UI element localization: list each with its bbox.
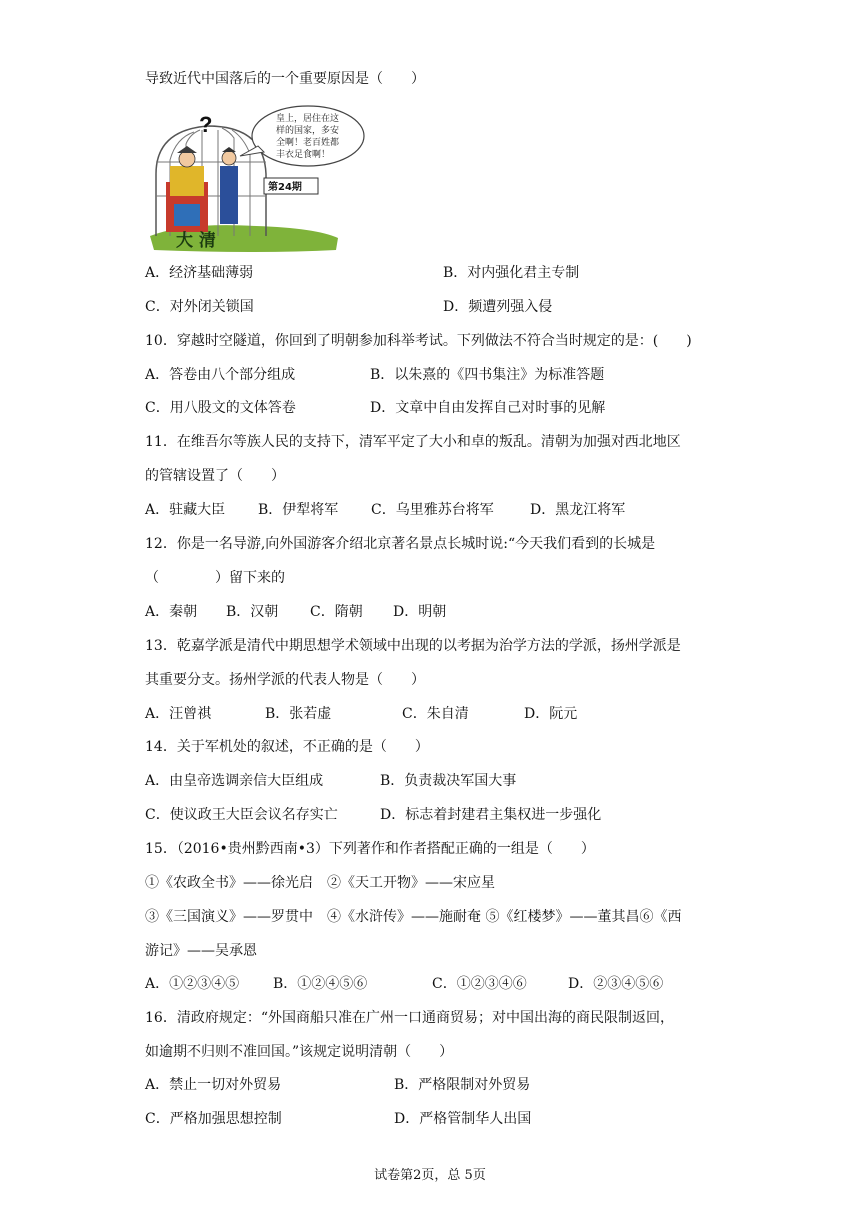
cartoon-question-mark: ? bbox=[199, 112, 213, 137]
q9-option-d[interactable]: D．频遭列强入侵 bbox=[443, 299, 553, 315]
cartoon-qing-label: 大 清 bbox=[176, 231, 216, 251]
q15-option-b[interactable]: B．①②④⑤⑥ bbox=[273, 976, 368, 992]
q13-option-b[interactable]: B．张若虚 bbox=[265, 706, 332, 722]
q10-option-d[interactable]: D．文章中自由发挥自己对时事的见解 bbox=[370, 400, 606, 416]
q13-stem-line-2: 其重要分支。扬州学派的代表人物是（ ） bbox=[145, 672, 425, 688]
q11-option-d[interactable]: D．黑龙江将军 bbox=[530, 502, 626, 518]
q12-option-c[interactable]: C．隋朝 bbox=[310, 604, 363, 620]
q15-item-line-3: 游记》——吴承恩 bbox=[145, 943, 257, 959]
q15-item-line-2: ③《三国演义》——罗贯中 ④《水浒传》——施耐奄 ⑤《红楼梦》——董其昌⑥《西 bbox=[145, 909, 682, 925]
q10-option-c[interactable]: C．用八股文的文体答卷 bbox=[145, 400, 296, 416]
q12-option-b[interactable]: B．汉朝 bbox=[226, 604, 279, 620]
q14-stem: 14．关于军机处的叙述，不正确的是（ ） bbox=[145, 739, 429, 755]
q11-option-a[interactable]: A．驻藏大臣 bbox=[145, 502, 226, 518]
q14-option-d[interactable]: D．标志着封建君主集权进一步强化 bbox=[380, 807, 602, 823]
cartoon-speech-line-1: 皇上，居住在这 bbox=[276, 114, 340, 124]
q16-option-a[interactable]: A．禁止一切对外贸易 bbox=[145, 1077, 282, 1093]
q15-option-c[interactable]: C．①②③④⑥ bbox=[432, 976, 527, 992]
q9-option-c[interactable]: C．对外闭关锁国 bbox=[145, 299, 254, 315]
q13-option-d[interactable]: D．阮元 bbox=[524, 706, 578, 722]
cartoon-speech-line-4: 丰衣足食啊！ bbox=[276, 150, 331, 160]
q10-option-a[interactable]: A．答卷由八个部分组成 bbox=[145, 367, 296, 383]
q12-option-d[interactable]: D．明朝 bbox=[393, 604, 447, 620]
q14-option-b[interactable]: B．负责裁决军国大事 bbox=[380, 773, 517, 789]
q10-stem: 10．穿越时空隧道，你回到了明朝参加科举考试。下列做法不符合当时规定的是：( ) bbox=[145, 333, 692, 349]
q9-stem: 导致近代中国落后的一个重要原因是（ ） bbox=[145, 71, 425, 87]
q13-option-a[interactable]: A．汪曾祺 bbox=[145, 706, 212, 722]
q12-stem-line-1: 12．你是一名导游,向外国游客介绍北京著名景点长城时说:“今天我们看到的长城是 bbox=[145, 536, 656, 552]
q11-stem-line-1: 11．在维吾尔等族人民的支持下，清军平定了大小和卓的叛乱。清朝为加强对西北地区 bbox=[145, 434, 681, 450]
cartoon-emperor-hat bbox=[177, 146, 197, 153]
q16-option-b[interactable]: B．严格限制对外贸易 bbox=[394, 1077, 531, 1093]
cartoon-speech-line-3: 全啊！老百姓都 bbox=[276, 138, 340, 148]
qing-cage-cartoon bbox=[146, 104, 368, 254]
q9-option-b[interactable]: B．对内强化君主专制 bbox=[443, 265, 580, 281]
q10-option-b[interactable]: B．以朱熹的《四书集注》为标准答题 bbox=[370, 367, 605, 383]
cartoon-speech-line-2: 样的国家，多安 bbox=[276, 126, 340, 136]
q14-option-c[interactable]: C．使议政王大臣会议名存实亡 bbox=[145, 807, 338, 823]
q16-option-c[interactable]: C．严格加强思想控制 bbox=[145, 1111, 282, 1127]
q16-option-d[interactable]: D．严格管制华人出国 bbox=[394, 1111, 532, 1127]
q12-stem-line-2: （ ）留下来的 bbox=[145, 570, 285, 586]
cartoon-sign-text: 第24期 bbox=[268, 182, 302, 193]
page-footer: 试卷第2页，总 5页 bbox=[374, 1168, 486, 1183]
q9-option-a[interactable]: A．经济基础薄弱 bbox=[145, 265, 254, 281]
q15-option-a[interactable]: A．①②③④⑤ bbox=[145, 976, 240, 992]
q13-stem-line-1: 13．乾嘉学派是清代中期思想学术领域中出现的以考据为治学方法的学派，扬州学派是 bbox=[145, 638, 681, 654]
q15-item-line-1: ①《农政全书》——徐光启 ②《天工开物》——宋应星 bbox=[145, 875, 495, 891]
q11-stem-line-2: 的管辖设置了（ ） bbox=[145, 468, 285, 484]
cartoon-throne-cushion bbox=[174, 204, 200, 226]
q11-option-b[interactable]: B．伊犁将军 bbox=[258, 502, 339, 518]
q15-stem: 15．（2016•贵州黔西南•3）下列著作和作者搭配正确的一组是（ ） bbox=[145, 841, 595, 857]
q15-option-d[interactable]: D．②③④⑤⑥ bbox=[568, 976, 664, 992]
cartoon-official-robe bbox=[220, 166, 238, 224]
cartoon-emperor-robe bbox=[170, 166, 204, 196]
q12-option-a[interactable]: A．秦朝 bbox=[145, 604, 198, 620]
q14-option-a[interactable]: A．由皇帝选调亲信大臣组成 bbox=[145, 773, 324, 789]
q16-stem-line-1: 16．清政府规定：“外国商船只准在广州一口通商贸易；对中国出海的商民限制返回， bbox=[145, 1010, 674, 1026]
cartoon-official-head bbox=[222, 151, 236, 165]
q13-option-c[interactable]: C．朱自清 bbox=[402, 706, 469, 722]
cartoon-emperor-head bbox=[179, 151, 195, 167]
q11-option-c[interactable]: C．乌里雅苏台将军 bbox=[371, 502, 494, 518]
q16-stem-line-2: 如逾期不归则不准回国。”该规定说明清朝（ ） bbox=[145, 1044, 454, 1060]
